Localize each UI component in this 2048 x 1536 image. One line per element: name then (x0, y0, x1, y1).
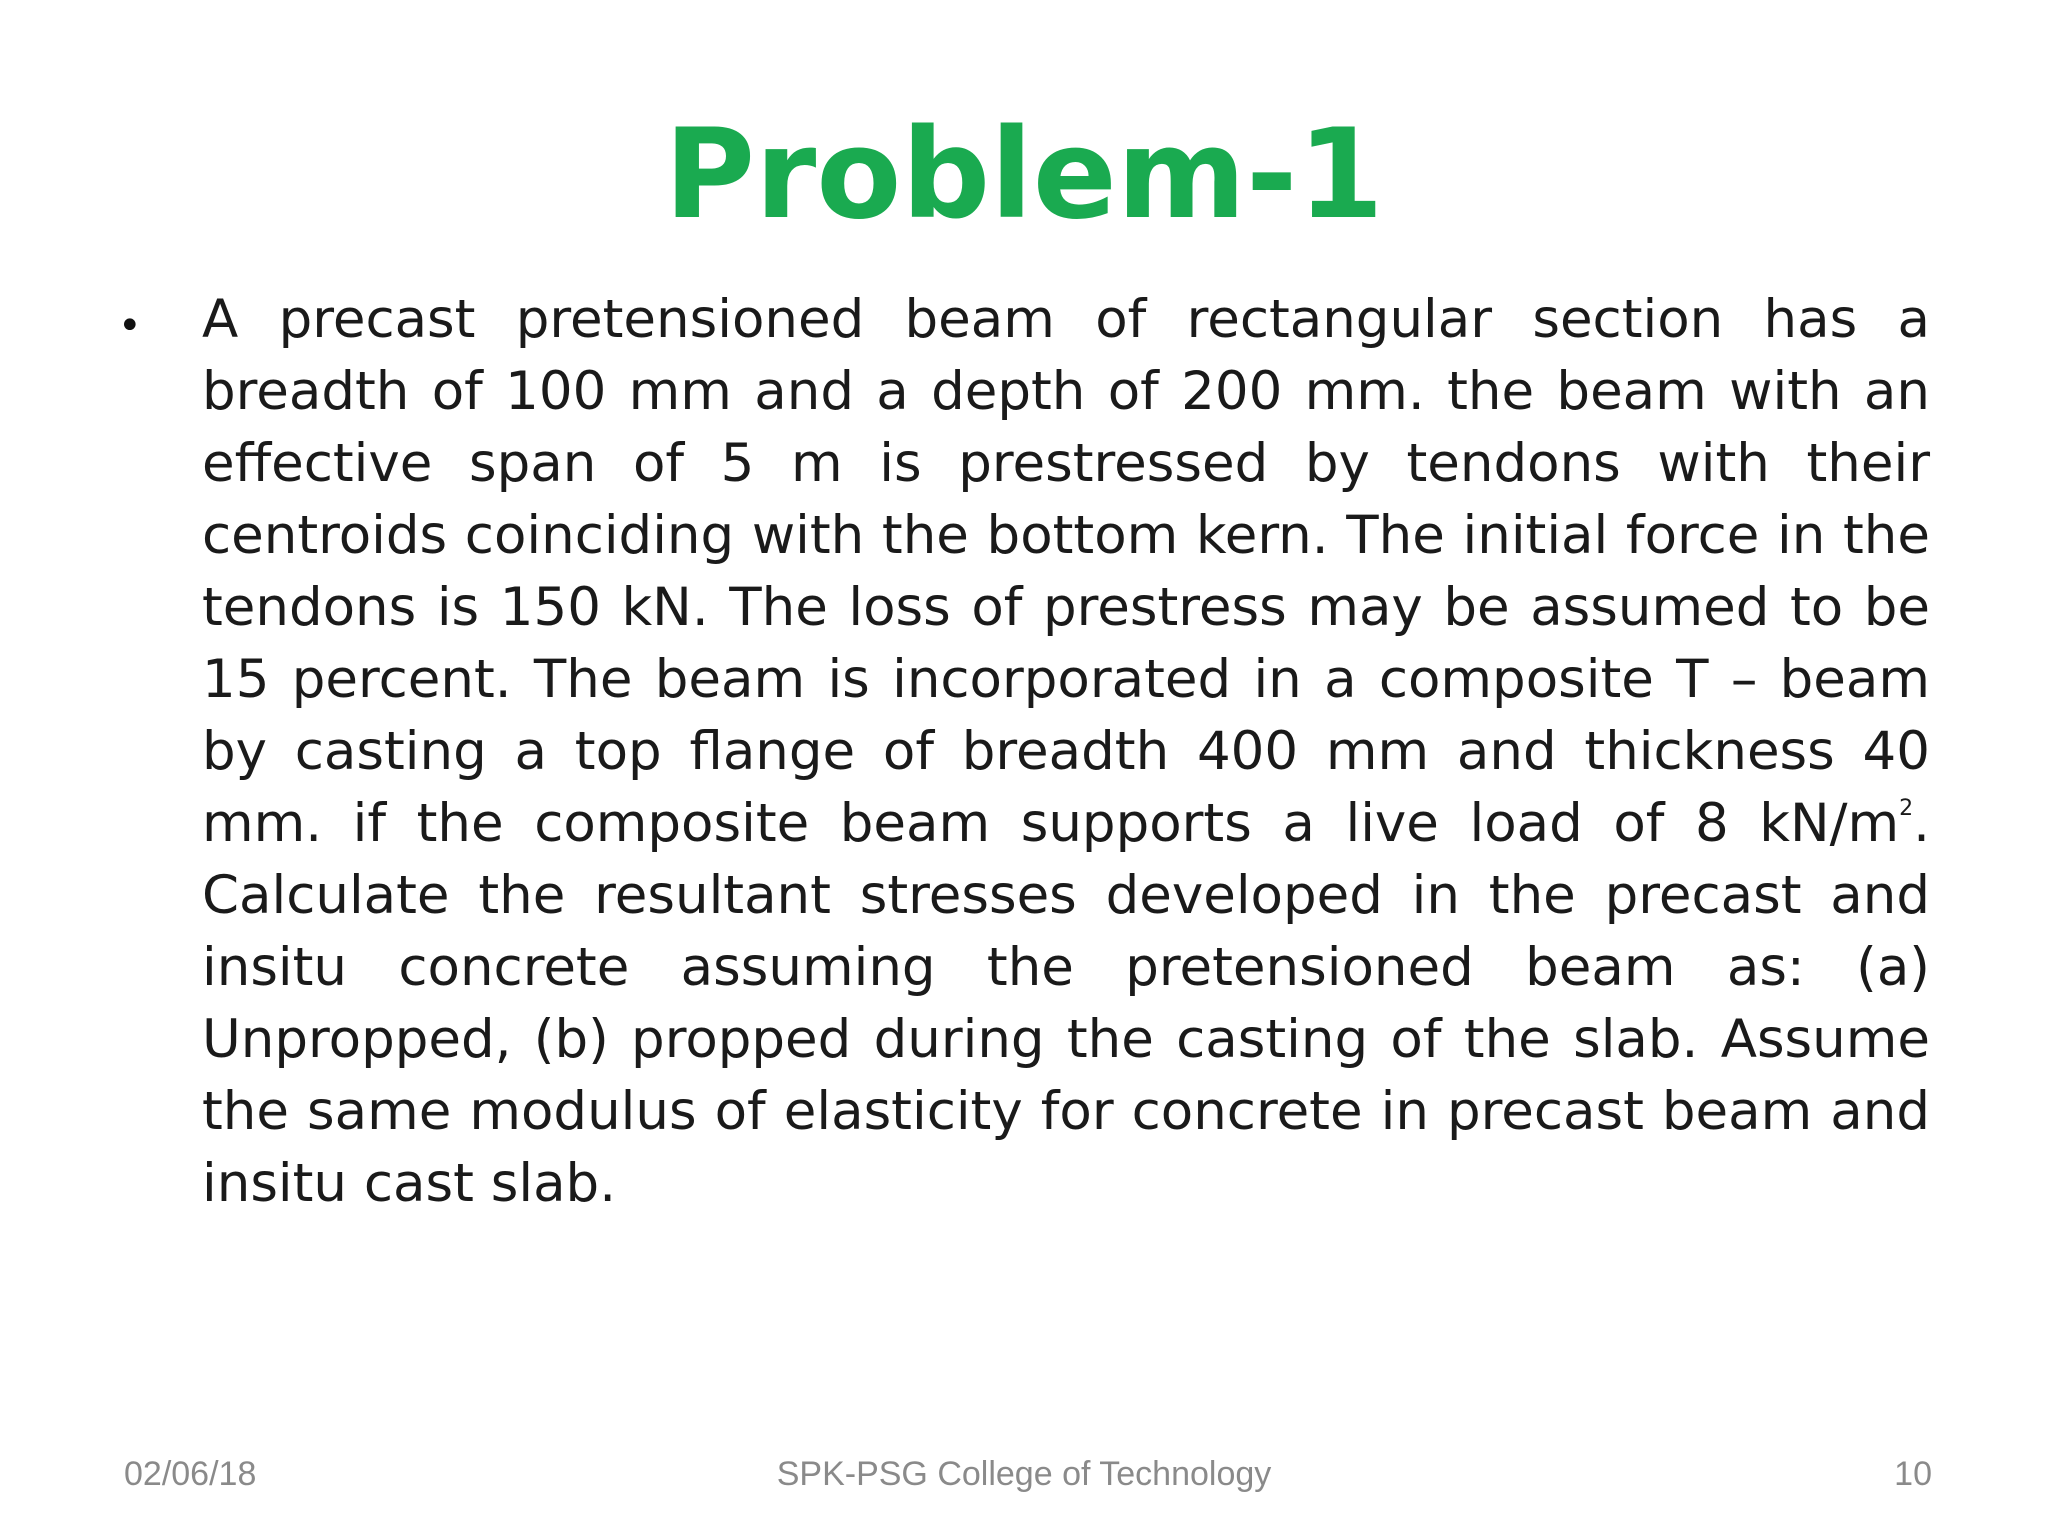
problem-text-part1: A precast pretensioned beam of rectangular section has a breadth of 100 mm and a depth of 200 mm. the beam with an effective span of 5 m is prestressed by tendons with their centroids coinciding with the bottom kern. The initial force in the tendons is 150 kN. The loss of prestress may be assumed to be 15 percent. The beam is incorporated in a composite T – beam by casting a top flange of breadth 400 mm and thickness 40 mm. if the composite beam supports a live load of 8 kN/m (202, 289, 1930, 854)
footer-page-number: 10 (1894, 1455, 1932, 1493)
bullet-icon: • (118, 303, 142, 349)
slide-title: Problem-1 (664, 103, 1384, 247)
problem-statement (202, 284, 1930, 1220)
unit-superscript: 2 (1899, 796, 1914, 821)
footer-date: 02/06/18 (124, 1455, 257, 1493)
footer-institution: SPK-PSG College of Technology (776, 1455, 1272, 1493)
problem-text-part2: . Calculate the resultant stresses developed in the precast and insitu concrete assuming the pretensioned beam as: (a) Unpropped, (b) propped during the casting of the slab. Assume the same modulus of elasticity for concrete in precast beam and insitu cast slab. (202, 793, 1930, 1214)
